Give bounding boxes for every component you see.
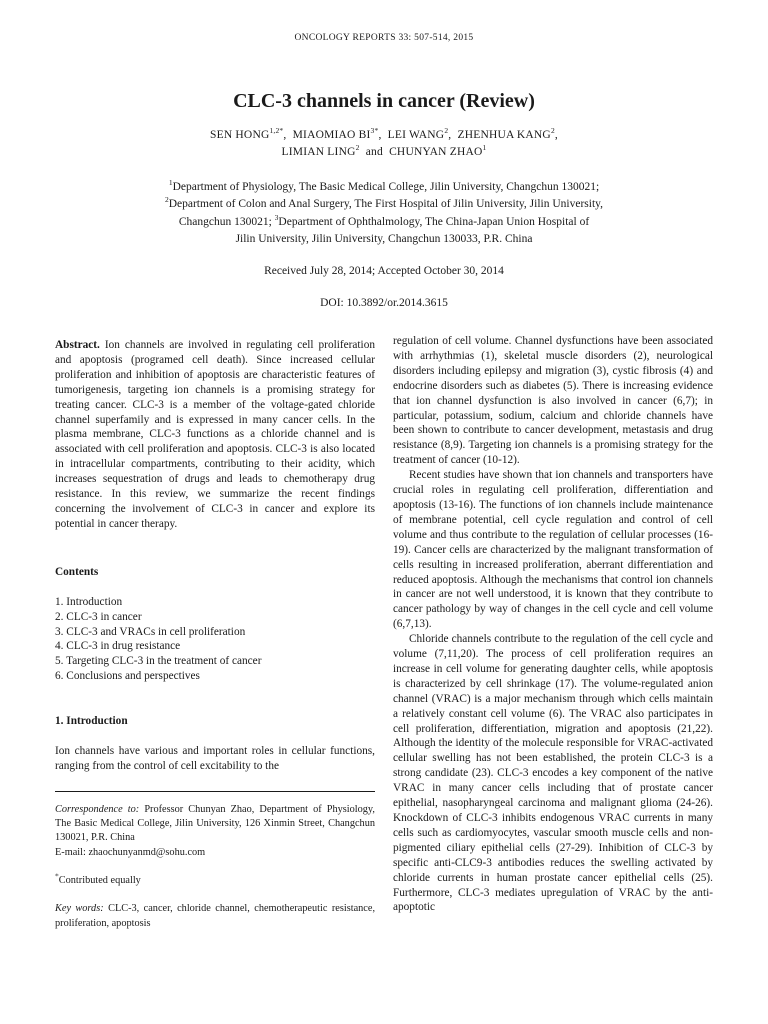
contribution-mark: * (55, 871, 59, 881)
author-name: SEN HONG (210, 129, 270, 141)
affiliation-number: 1 (168, 178, 173, 188)
introduction-paragraph: Ion channels have various and important roles in cellular functions, ranging from the control of cell excitability to the (55, 745, 375, 772)
contents-item[interactable]: 2. CLC-3 in cancer (55, 610, 142, 623)
contents-heading: Contents (55, 565, 99, 578)
authors-and: and (365, 146, 383, 158)
received-accepted-dates: Received July 28, 2014; Accepted October 30, 2014 (264, 265, 504, 277)
affiliation-text: Department of Physiology, The Basic Medical College, Jilin University, Changchun 130021; (172, 181, 600, 193)
contents-item[interactable]: 4. CLC-3 in drug resistance (55, 640, 181, 653)
affiliation-line: Jilin University, Jilin University, Changchun 130033, P.R. China (235, 233, 533, 245)
affiliation-text: Department of Ophthalmology, The China-Japan Union Hospital of (278, 216, 590, 228)
contents-list (55, 595, 375, 684)
body-paragraph: Chloride channels contribute to the regulation of the cell cycle and volume (7,11,20). The process of cell proliferation requires an increase in cell volume for generating daughter cells, while apoptosis is characterized by cell shrinkage (17). The volume-regulated anion channel (VRAC) is a major mechanism through which cells maintain a relatively constant cell volume (6). The VRAC also participates in cell proliferation, differentiation, migration and apoptosis (21,22). Although the identity of the molecule responsible for VRAC-activated cellular swelling has not been established, the protein CLC-3 is a strong candidate (23). CLC-3 encodes a key component of the native VRAC in many cancer cells including that of prostate cancer epithelial, nasopharyngeal carcinoma and malignant glioma (24-26). Knockdown of CLC-3 inhibits endogenous VRAC currents in many cells such as cardiomyocytes, vascular smooth muscle cells and non-pigmented ciliary epithelial cells (27-29). Inhibition of CLC-3 by specific anti-CLC9-3 antibodies reduces the swelling activated by chloride currents in human prostate cancer epithelial cells (25). Furthermore, CLC-3 mediates upregulation of VRAC by the anti-apoptotic (393, 633, 713, 914)
author-name: MIAOMIAO BI (292, 129, 371, 141)
body-paragraph: Recent studies have shown that ion channels and transporters have crucial roles in regulating cell proliferation, differentiation and apoptosis (13-16). The functions of ion channels include maintenance of membrane potential, cell cycle regulation and control of cell volume and thus contribute to the regulation of cellular processes (16-19). Cancer cells are characterized by the malignant transformation of cells resulting in increased proliferation, aberrant differentiation and reduced apoptosis. Although the mechanisms that control ion channels in cancer are not well understood, it is known that they contribute to cancer pathology by way of changes in the cell cycle and cell volume (6,7,13). (393, 469, 713, 631)
author-affiliation: 1 (482, 143, 487, 153)
correspondence-footnote (55, 803, 375, 860)
contents-item[interactable]: 6. Conclusions and perspectives (55, 670, 200, 683)
affiliation-text: Department of Colon and Anal Surgery, The First Hospital of Jilin University, Jilin University, (168, 198, 604, 210)
abstract-text: Ion channels are involved in regulating cell proliferation and apoptosis (programed cell death). Since increased cellular proliferation and inhibition of apoptosis are characteristic features of tumorigenesis, targeting ion channels is a promising strategy for treating cancer. CLC-3 is a member of the voltage-gated chloride channel superfamily and is expressed in many cancer cells. In the plasma membrane, CLC-3 functions as a chloride channel and is associated with cell proliferation and apoptosis. CLC-3 is also located in intracellular compartments, contributing to their acidity, which increases sequestration of drugs and leads to chemotherapy drug resistance. In this review, we summarize the recent findings concerning the involvement of CLC-3 in cancer and explore its potential in cancer therapy. (55, 339, 375, 530)
contents-item[interactable]: 3. CLC-3 and VRACs in cell proliferation (55, 625, 246, 638)
author-name: LEI WANG (387, 129, 445, 141)
right-column (393, 334, 713, 915)
keywords-footnote (55, 902, 375, 931)
contents-item[interactable]: 1. Introduction (55, 595, 123, 608)
correspondence-email[interactable]: E-mail: zhaochunyanmd@sohu.com (55, 846, 206, 858)
contents-item[interactable]: 5. Targeting CLC-3 in the treatment of cancer (55, 655, 262, 668)
author-affiliation: 3* (370, 126, 379, 136)
affiliation-text: Changchun 130021; (178, 216, 272, 228)
affiliation-number: 3 (274, 213, 279, 223)
abstract (55, 338, 375, 532)
affiliation-number: 2 (164, 195, 169, 205)
author-line-2 (0, 143, 768, 158)
author-affiliation: 2 (355, 143, 360, 153)
affiliation-line (0, 178, 768, 193)
keywords-text: CLC-3, cancer, chloride channel, chemotherapeutic resistance, proliferation, apoptosis (55, 903, 376, 929)
section-heading-introduction: 1. Introduction (55, 715, 128, 728)
footnote-divider (55, 791, 375, 792)
article-title: CLC-3 channels in cancer (Review) (233, 90, 535, 112)
author-line-1: SEN $HONG^{1,2*}$, MIAOMIAO $BI^{3*}$, LEI WANG$^2$, ZHENHUA KANG$^2$, (210, 126, 558, 141)
author-name: LIMIAN LING (281, 146, 356, 158)
journal-header: ONCOLOGY REPORTS 33: 507-514, 2015 (294, 33, 474, 43)
abstract-label: Abstract. (55, 339, 100, 351)
correspondence-label: Correspondence to: (55, 803, 140, 815)
correspondence-text: Professor Chunyan Zhao, Department of Physiology, The Basic Medical College, Jilin University, 126 Xinmin Street, Changchun 130021, P.R. China (55, 803, 375, 844)
author-name: CHUNYAN ZHAO (389, 146, 483, 158)
left-column (55, 338, 375, 931)
author-affiliation: 1,2* (269, 126, 284, 136)
contribution-text: Contributed equally (58, 875, 141, 887)
contribution-footnote (55, 871, 375, 888)
affiliation-line (0, 213, 768, 228)
author-affiliation: 2 (444, 126, 449, 136)
affiliation-line (0, 195, 768, 210)
body-paragraph: regulation of cell volume. Channel dysfunctions have been associated with arrhythmias (1), skeletal muscle disorders (2), neurological disorders including epilepsy and migration (3), cystic fibrosis (4) and endocrine disorders such as diabetes (5). There is increasing evidence that ion channel dysfunction is also involved in cancer (6,7); in particular, potassium, sodium, calcium and chloride channels have been shown to contribute to cancer development, metastasis and drug resistance (8,9). Targeting ion channels is a promising strategy for the treatment of cancer (10-12). (393, 335, 713, 467)
author-name: ZHENHUA KANG (457, 129, 551, 141)
keywords-label: Key words: (55, 903, 104, 915)
author-affiliation: 2 (550, 126, 555, 136)
doi-link[interactable]: DOI: 10.3892/or.2014.3615 (320, 297, 448, 309)
